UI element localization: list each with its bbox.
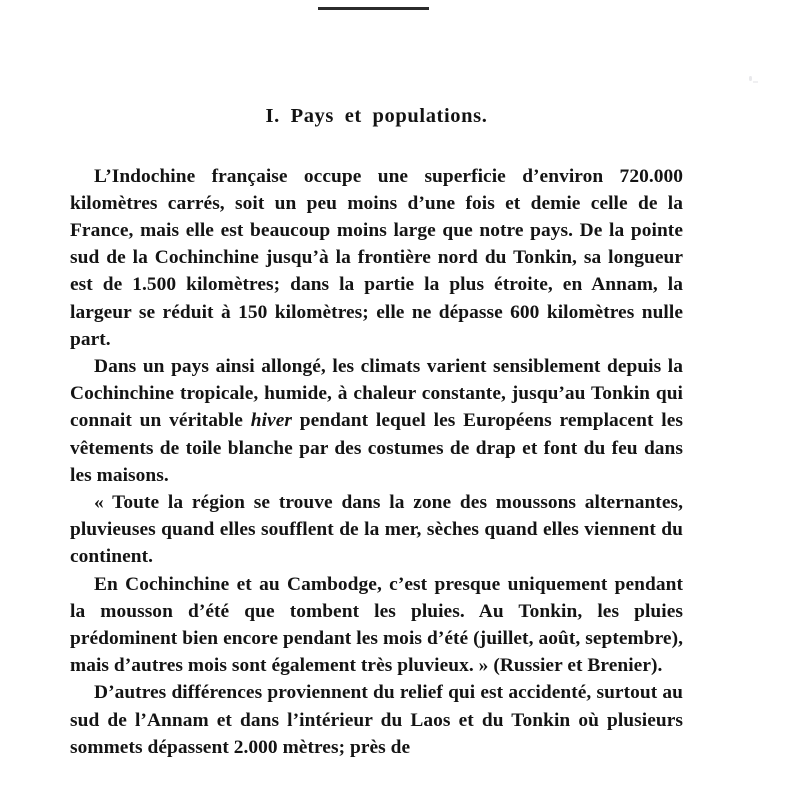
paragraph-2 bbox=[70, 353, 683, 489]
text-column bbox=[70, 104, 683, 761]
paragraph-2-tail: pendant lequel les Européens remplacent les vêtements de toile blanche par des costumes de drap et font du feu dans les maisons. bbox=[70, 410, 683, 486]
paragraph-2-italic-word: hiver bbox=[250, 410, 292, 432]
paragraph-5-truncated: D’autres différences proviennent du relief qui est accidenté, surtout au sud de l’Annam et dans l’intérieur du Laos et du Tonkin où plusieurs sommets dépassent 2.000 mètres; près de bbox=[70, 682, 683, 758]
paragraph-1: L’Indochine française occupe une superficie d’environ 720.000 kilomètres carrés, soit un peu moins d’une fois et demie celle de la France, mais elle est beaucoup moins large que notre pays. De la pointe sud de la Cochinchine jusqu’à la frontière nord du Tonkin, sa longueur est de 1.500 kilomètres; dans la partie la plus étroite, en Annam, la largeur se réduit à 150 kilomètres; elle ne dépasse 600 kilomètres nulle part. bbox=[70, 165, 683, 350]
scan-artifact-speck bbox=[749, 76, 752, 81]
section-heading: I. Pays et populations. bbox=[265, 105, 488, 127]
scan-artifact-speck-secondary bbox=[753, 81, 758, 83]
top-horizontal-rule bbox=[318, 7, 429, 10]
paragraph-3-quotation: « Toute la région se trouve dans la zone des moussons alternantes, pluvieuses quand elles soufflent de la mer, sèches quand elles viennent du continent. bbox=[70, 492, 683, 568]
paragraph-4-quotation-end: En Cochinchine et au Cambodge, c’est presque uniquement pendant la mousson d’été que tombent les pluies. Au Tonkin, les pluies prédominent bien encore pendant les mois d’été (juillet, août, septembre), mais d’autres mois sont également très pluvieux. » (Russier et Brenier). bbox=[70, 573, 683, 677]
paragraph-2-lead: Dans un pays ainsi allongé, les climats varient sensiblement depuis la Cochinchine tropicale, humide, à chaleur constante, jusqu’au Tonkin qui connait un véritable bbox=[70, 356, 683, 432]
